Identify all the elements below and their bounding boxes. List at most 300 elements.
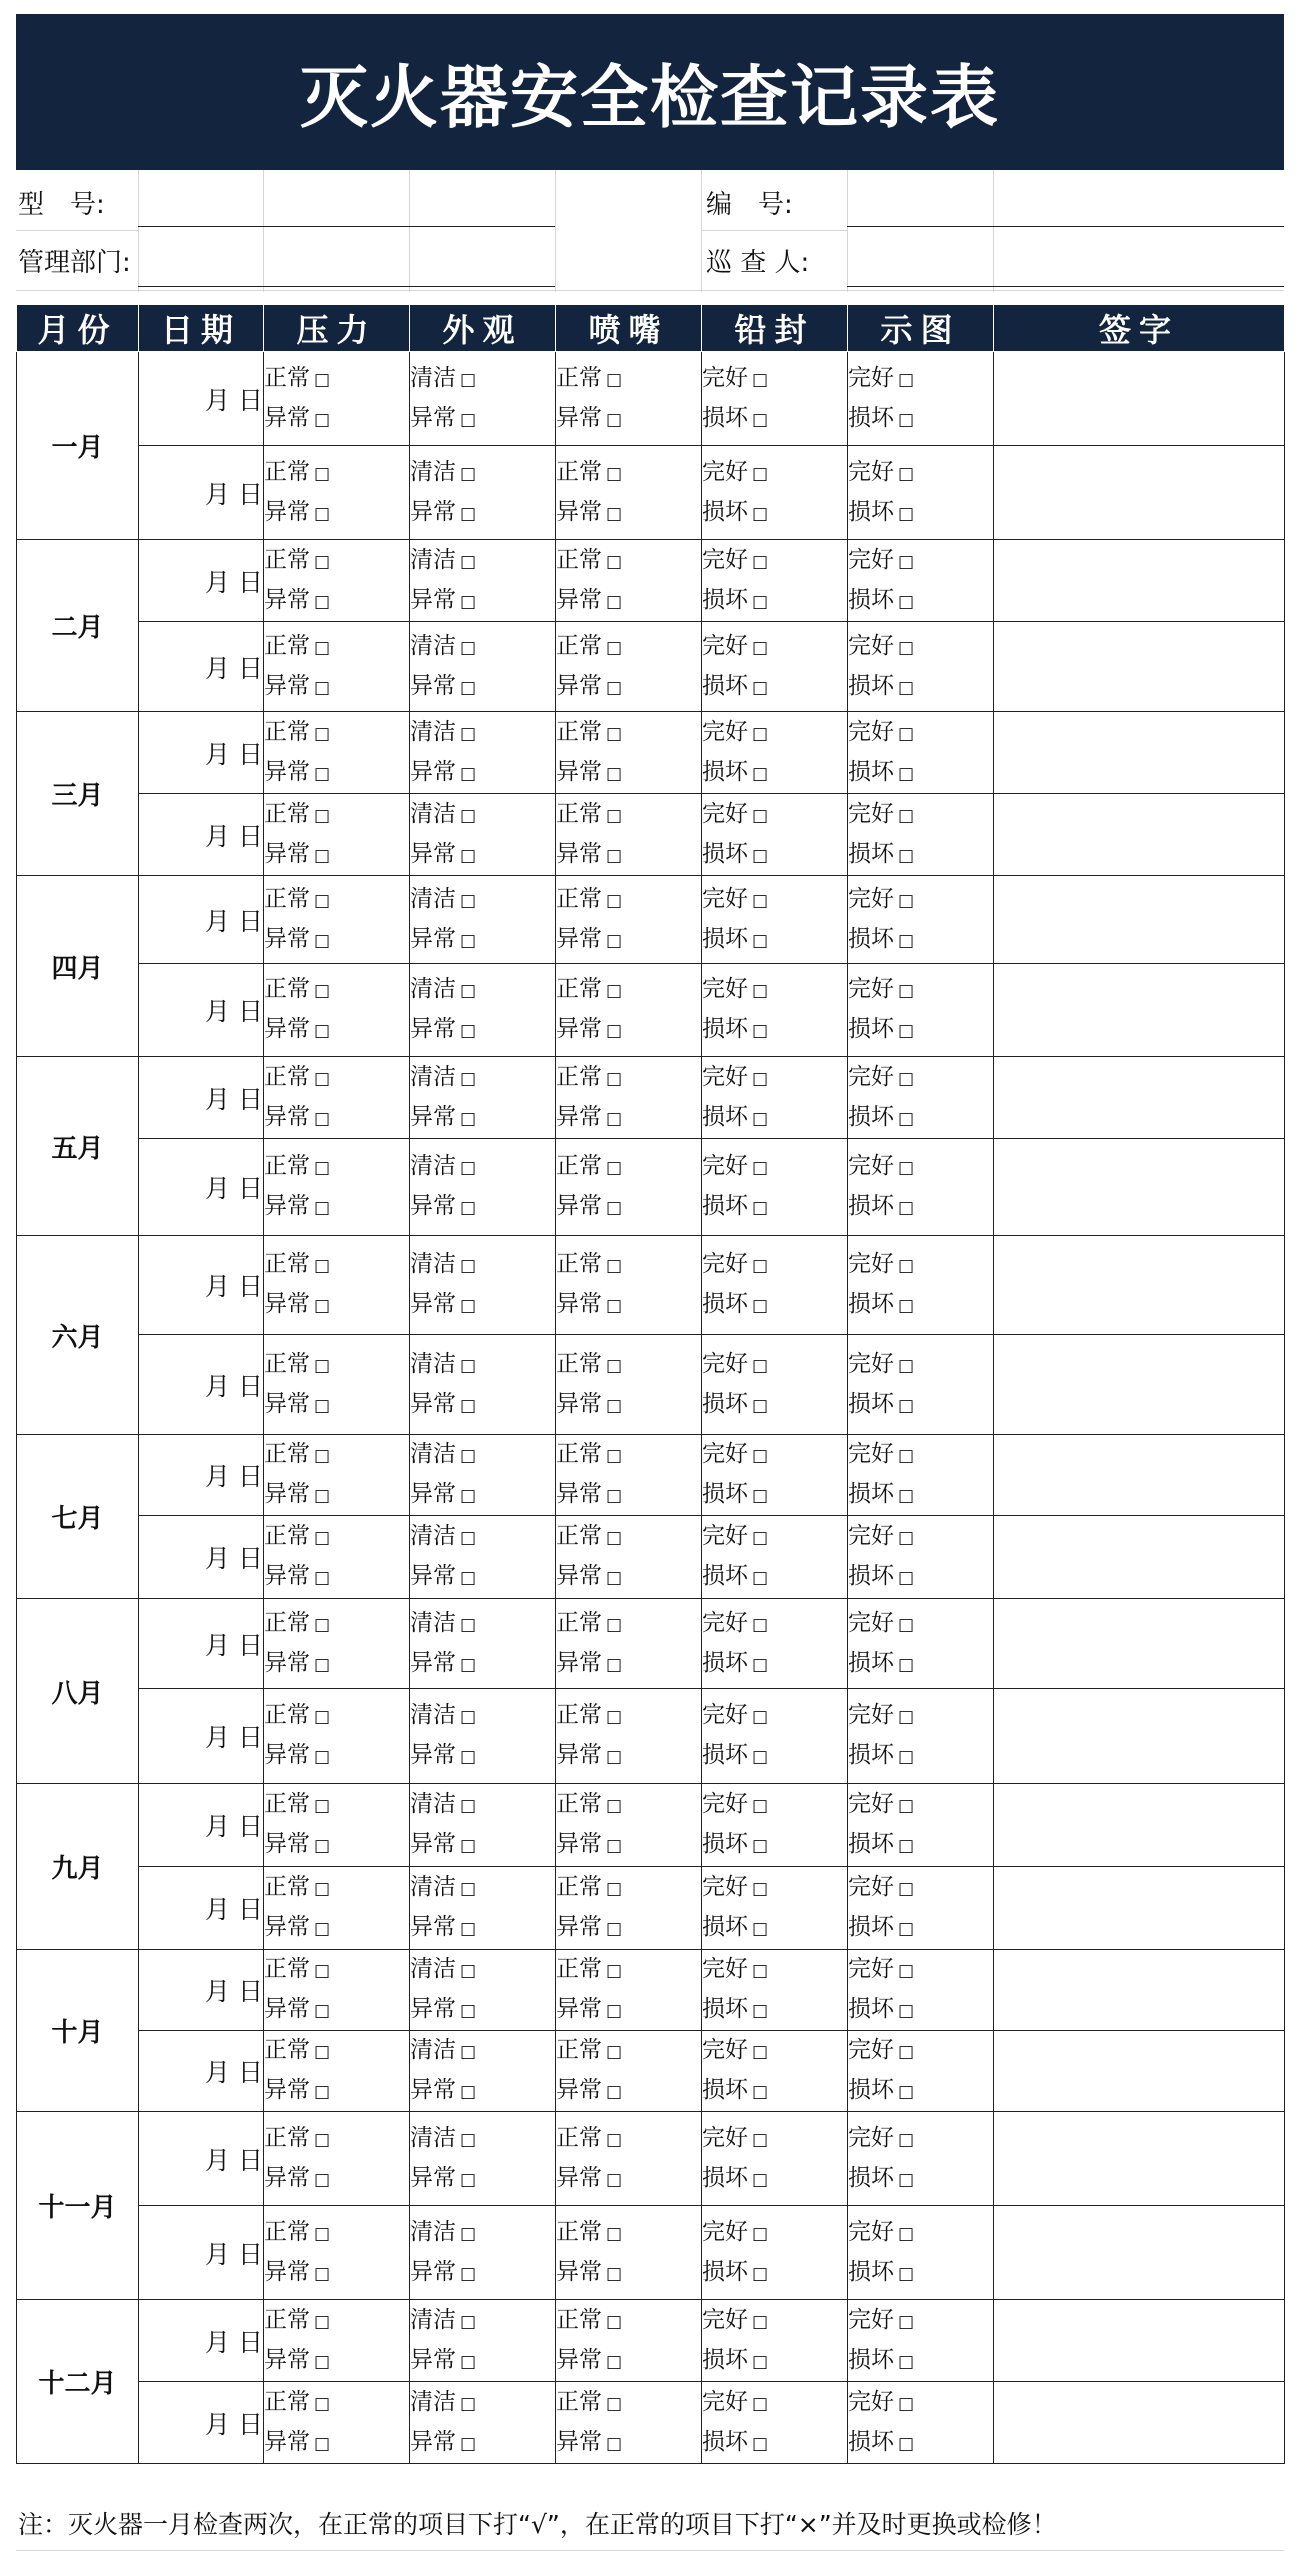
- checkbox[interactable]: □: [898, 591, 915, 612]
- signature-cell[interactable]: [994, 712, 1285, 794]
- checkbox[interactable]: □: [606, 2351, 623, 2372]
- checkbox[interactable]: □: [898, 805, 915, 826]
- date-cell[interactable]: 月 日: [139, 2206, 264, 2300]
- option-line[interactable]: [702, 627, 847, 667]
- checkbox[interactable]: □: [606, 805, 623, 826]
- option-line[interactable]: [410, 1696, 555, 1736]
- option-line[interactable]: [556, 1950, 701, 1990]
- date-cell[interactable]: 月 日: [139, 1139, 264, 1236]
- checkbox[interactable]: □: [898, 1256, 915, 1276]
- checkbox[interactable]: □: [898, 1614, 915, 1635]
- option-line[interactable]: [264, 1058, 409, 1098]
- option-line[interactable]: [264, 970, 409, 1010]
- checkbox[interactable]: □: [752, 1836, 769, 1856]
- checkbox[interactable]: □: [606, 1198, 623, 1218]
- checkbox[interactable]: □: [460, 890, 477, 911]
- dept-field[interactable]: [138, 286, 555, 287]
- date-cell[interactable]: 月 日: [139, 1784, 264, 1867]
- checkbox[interactable]: □: [606, 1395, 623, 1416]
- option-line[interactable]: [410, 493, 555, 533]
- option-line[interactable]: [264, 1147, 409, 1187]
- checkbox[interactable]: □: [460, 2351, 477, 2372]
- checkbox[interactable]: □: [460, 677, 477, 698]
- option-line[interactable]: [410, 1950, 555, 1990]
- checkbox[interactable]: □: [898, 723, 915, 744]
- checkbox[interactable]: □: [898, 1961, 915, 1981]
- checkbox[interactable]: □: [898, 1796, 915, 1816]
- option-line[interactable]: [702, 541, 847, 581]
- date-cell[interactable]: 月 日: [139, 1516, 264, 1599]
- option-line[interactable]: [848, 1604, 993, 1644]
- checkbox[interactable]: □: [606, 1747, 623, 1767]
- checkbox[interactable]: □: [898, 2351, 915, 2372]
- checkbox[interactable]: □: [460, 1256, 477, 1276]
- option-line[interactable]: [556, 627, 701, 667]
- date-cell[interactable]: 月 日: [139, 1689, 264, 1784]
- option-line[interactable]: [410, 2341, 555, 2381]
- date-cell[interactable]: 月 日: [139, 964, 264, 1057]
- checkbox[interactable]: □: [752, 1296, 769, 1316]
- option-line[interactable]: [410, 1908, 555, 1948]
- date-cell[interactable]: 月 日: [139, 794, 264, 876]
- checkbox[interactable]: □: [752, 1198, 769, 1218]
- option-line[interactable]: [410, 713, 555, 753]
- option-line[interactable]: [848, 2159, 993, 2199]
- option-line[interactable]: [556, 2031, 701, 2071]
- option-line[interactable]: [848, 2383, 993, 2423]
- option-line[interactable]: [702, 359, 847, 399]
- option-line[interactable]: [410, 2253, 555, 2293]
- checkbox[interactable]: □: [460, 1198, 477, 1218]
- checkbox[interactable]: □: [314, 2263, 331, 2284]
- option-line[interactable]: [702, 1825, 847, 1865]
- checkbox[interactable]: □: [460, 981, 477, 1001]
- option-line[interactable]: [556, 2119, 701, 2159]
- option-line[interactable]: [264, 1245, 409, 1285]
- checkbox[interactable]: □: [314, 1654, 331, 1675]
- checkbox[interactable]: □: [314, 1707, 331, 1727]
- option-line[interactable]: [702, 1098, 847, 1138]
- option-line[interactable]: [556, 1098, 701, 1138]
- checkbox[interactable]: □: [898, 1836, 915, 1856]
- option-line[interactable]: [556, 1557, 701, 1597]
- option-line[interactable]: [410, 1644, 555, 1684]
- checkbox[interactable]: □: [606, 930, 623, 951]
- checkbox[interactable]: □: [314, 1486, 331, 1506]
- checkbox[interactable]: □: [314, 2001, 331, 2021]
- checkbox[interactable]: □: [752, 409, 769, 430]
- checkbox[interactable]: □: [898, 1879, 915, 1899]
- option-line[interactable]: [410, 2383, 555, 2423]
- checkbox[interactable]: □: [752, 2042, 769, 2062]
- checkbox[interactable]: □: [460, 2223, 477, 2244]
- checkbox[interactable]: □: [752, 1068, 769, 1089]
- option-line[interactable]: [848, 795, 993, 835]
- checkbox[interactable]: □: [460, 1355, 477, 1376]
- checkbox[interactable]: □: [314, 1961, 331, 1981]
- date-cell[interactable]: 月 日: [139, 446, 264, 540]
- option-line[interactable]: [264, 2119, 409, 2159]
- checkbox[interactable]: □: [460, 503, 477, 524]
- checkbox[interactable]: □: [606, 1446, 623, 1466]
- option-line[interactable]: [556, 1990, 701, 2030]
- option-line[interactable]: [410, 2159, 555, 2199]
- checkbox[interactable]: □: [752, 1796, 769, 1816]
- option-line[interactable]: [848, 1475, 993, 1515]
- option-line[interactable]: [556, 2071, 701, 2111]
- signature-cell[interactable]: [994, 1689, 1285, 1784]
- option-line[interactable]: [264, 1098, 409, 1138]
- option-line[interactable]: [702, 2423, 847, 2463]
- option-line[interactable]: [264, 1285, 409, 1325]
- option-line[interactable]: [556, 1696, 701, 1736]
- checkbox[interactable]: □: [898, 1021, 915, 1041]
- option-line[interactable]: [410, 1058, 555, 1098]
- checkbox[interactable]: □: [898, 1355, 915, 1376]
- checkbox[interactable]: □: [606, 1256, 623, 1276]
- option-line[interactable]: [848, 2301, 993, 2341]
- date-cell[interactable]: 月 日: [139, 2031, 264, 2112]
- option-line[interactable]: [410, 753, 555, 793]
- checkbox[interactable]: □: [460, 1395, 477, 1416]
- checkbox[interactable]: □: [752, 591, 769, 612]
- option-line[interactable]: [264, 2159, 409, 2199]
- date-cell[interactable]: 月 日: [139, 876, 264, 964]
- option-line[interactable]: [556, 1908, 701, 1948]
- option-line[interactable]: [410, 1245, 555, 1285]
- option-line[interactable]: [848, 581, 993, 621]
- option-line[interactable]: [264, 1517, 409, 1557]
- option-line[interactable]: [848, 1696, 993, 1736]
- checkbox[interactable]: □: [314, 1614, 331, 1635]
- checkbox[interactable]: □: [314, 763, 331, 784]
- checkbox[interactable]: □: [314, 2082, 331, 2102]
- checkbox[interactable]: □: [460, 2393, 477, 2414]
- option-line[interactable]: [556, 541, 701, 581]
- signature-cell[interactable]: [994, 1599, 1285, 1689]
- option-line[interactable]: [702, 667, 847, 707]
- checkbox[interactable]: □: [898, 637, 915, 658]
- date-cell[interactable]: 月 日: [139, 1950, 264, 2031]
- checkbox[interactable]: □: [606, 763, 623, 784]
- checkbox[interactable]: □: [898, 2311, 915, 2332]
- option-line[interactable]: [848, 920, 993, 960]
- checkbox[interactable]: □: [460, 1446, 477, 1466]
- option-line[interactable]: [264, 359, 409, 399]
- signature-cell[interactable]: [994, 446, 1285, 540]
- option-line[interactable]: [410, 1475, 555, 1515]
- option-line[interactable]: [702, 970, 847, 1010]
- checkbox[interactable]: □: [314, 1108, 331, 1129]
- checkbox[interactable]: □: [460, 723, 477, 744]
- checkbox[interactable]: □: [606, 1528, 623, 1548]
- option-line[interactable]: [556, 2253, 701, 2293]
- option-line[interactable]: [702, 1644, 847, 1684]
- checkbox[interactable]: □: [606, 2042, 623, 2062]
- option-line[interactable]: [410, 1736, 555, 1776]
- option-line[interactable]: [556, 2423, 701, 2463]
- checkbox[interactable]: □: [460, 2433, 477, 2454]
- option-line[interactable]: [848, 1950, 993, 1990]
- checkbox[interactable]: □: [898, 2042, 915, 2062]
- checkbox[interactable]: □: [606, 2433, 623, 2454]
- option-line[interactable]: [556, 1517, 701, 1557]
- option-line[interactable]: [702, 1696, 847, 1736]
- signature-cell[interactable]: [994, 1335, 1285, 1435]
- checkbox[interactable]: □: [752, 1879, 769, 1899]
- checkbox[interactable]: □: [314, 2433, 331, 2454]
- date-cell[interactable]: 月 日: [139, 1867, 264, 1950]
- option-line[interactable]: [702, 1345, 847, 1385]
- option-line[interactable]: [410, 1435, 555, 1475]
- checkbox[interactable]: □: [752, 369, 769, 390]
- signature-cell[interactable]: [994, 352, 1285, 446]
- option-line[interactable]: [556, 1736, 701, 1776]
- option-line[interactable]: [264, 399, 409, 439]
- option-line[interactable]: [264, 1345, 409, 1385]
- option-line[interactable]: [410, 795, 555, 835]
- checkbox[interactable]: □: [752, 1021, 769, 1041]
- option-line[interactable]: [264, 1950, 409, 1990]
- checkbox[interactable]: □: [314, 637, 331, 658]
- option-line[interactable]: [556, 2159, 701, 2199]
- option-line[interactable]: [264, 920, 409, 960]
- option-line[interactable]: [410, 359, 555, 399]
- checkbox[interactable]: □: [898, 1446, 915, 1466]
- option-line[interactable]: [556, 1187, 701, 1227]
- checkbox[interactable]: □: [314, 1068, 331, 1089]
- checkbox[interactable]: □: [898, 503, 915, 524]
- checkbox[interactable]: □: [898, 1528, 915, 1548]
- checkbox[interactable]: □: [314, 1747, 331, 1767]
- option-line[interactable]: [848, 1147, 993, 1187]
- checkbox[interactable]: □: [460, 591, 477, 612]
- checkbox[interactable]: □: [898, 2223, 915, 2244]
- checkbox[interactable]: □: [752, 2433, 769, 2454]
- checkbox[interactable]: □: [460, 1747, 477, 1767]
- checkbox[interactable]: □: [606, 409, 623, 430]
- option-line[interactable]: [410, 2213, 555, 2253]
- option-line[interactable]: [556, 835, 701, 875]
- checkbox[interactable]: □: [606, 845, 623, 866]
- checkbox[interactable]: □: [898, 1158, 915, 1178]
- date-cell[interactable]: 月 日: [139, 1057, 264, 1139]
- checkbox[interactable]: □: [460, 1296, 477, 1316]
- checkbox[interactable]: □: [752, 805, 769, 826]
- checkbox[interactable]: □: [606, 2082, 623, 2102]
- option-line[interactable]: [702, 2159, 847, 2199]
- checkbox[interactable]: □: [460, 2169, 477, 2190]
- checkbox[interactable]: □: [460, 1919, 477, 1939]
- checkbox[interactable]: □: [898, 890, 915, 911]
- option-line[interactable]: [848, 1245, 993, 1285]
- option-line[interactable]: [264, 1385, 409, 1425]
- checkbox[interactable]: □: [314, 677, 331, 698]
- checkbox[interactable]: □: [606, 1355, 623, 1376]
- option-line[interactable]: [410, 1285, 555, 1325]
- checkbox[interactable]: □: [752, 677, 769, 698]
- option-line[interactable]: [848, 753, 993, 793]
- option-line[interactable]: [702, 2341, 847, 2381]
- date-cell[interactable]: 月 日: [139, 622, 264, 712]
- option-line[interactable]: [702, 1990, 847, 2030]
- option-line[interactable]: [264, 2253, 409, 2293]
- checkbox[interactable]: □: [460, 845, 477, 866]
- checkbox[interactable]: □: [606, 2263, 623, 2284]
- option-line[interactable]: [702, 1245, 847, 1285]
- checkbox[interactable]: □: [752, 2393, 769, 2414]
- option-line[interactable]: [410, 2301, 555, 2341]
- option-line[interactable]: [702, 453, 847, 493]
- option-line[interactable]: [410, 920, 555, 960]
- option-line[interactable]: [702, 1475, 847, 1515]
- option-line[interactable]: [556, 1825, 701, 1865]
- option-line[interactable]: [848, 1990, 993, 2030]
- option-line[interactable]: [556, 880, 701, 920]
- option-line[interactable]: [556, 581, 701, 621]
- option-line[interactable]: [848, 2213, 993, 2253]
- option-line[interactable]: [264, 2341, 409, 2381]
- checkbox[interactable]: □: [314, 1158, 331, 1178]
- checkbox[interactable]: □: [314, 551, 331, 572]
- option-line[interactable]: [848, 1345, 993, 1385]
- date-cell[interactable]: 月 日: [139, 540, 264, 622]
- option-line[interactable]: [556, 359, 701, 399]
- option-line[interactable]: [702, 1517, 847, 1557]
- checkbox[interactable]: □: [460, 2311, 477, 2332]
- checkbox[interactable]: □: [752, 1614, 769, 1635]
- option-line[interactable]: [848, 713, 993, 753]
- checkbox[interactable]: □: [898, 2082, 915, 2102]
- checkbox[interactable]: □: [314, 805, 331, 826]
- date-cell[interactable]: 月 日: [139, 2382, 264, 2464]
- checkbox[interactable]: □: [606, 551, 623, 572]
- checkbox[interactable]: □: [606, 1707, 623, 1727]
- checkbox[interactable]: □: [314, 1296, 331, 1316]
- checkbox[interactable]: □: [314, 1395, 331, 1416]
- checkbox[interactable]: □: [752, 2129, 769, 2150]
- option-line[interactable]: [264, 493, 409, 533]
- checkbox[interactable]: □: [752, 1158, 769, 1178]
- option-line[interactable]: [410, 1385, 555, 1425]
- checkbox[interactable]: □: [898, 1395, 915, 1416]
- option-line[interactable]: [702, 835, 847, 875]
- checkbox[interactable]: □: [752, 1707, 769, 1727]
- option-line[interactable]: [264, 2213, 409, 2253]
- checkbox[interactable]: □: [898, 1068, 915, 1089]
- checkbox[interactable]: □: [606, 2001, 623, 2021]
- option-line[interactable]: [264, 1785, 409, 1825]
- checkbox[interactable]: □: [460, 805, 477, 826]
- option-line[interactable]: [264, 1908, 409, 1948]
- checkbox[interactable]: □: [606, 2223, 623, 2244]
- option-line[interactable]: [264, 1736, 409, 1776]
- option-line[interactable]: [848, 1010, 993, 1050]
- option-line[interactable]: [702, 1557, 847, 1597]
- checkbox[interactable]: □: [314, 503, 331, 524]
- option-line[interactable]: [410, 1990, 555, 2030]
- option-line[interactable]: [848, 359, 993, 399]
- option-line[interactable]: [556, 1147, 701, 1187]
- checkbox[interactable]: □: [606, 1836, 623, 1856]
- checkbox[interactable]: □: [460, 1961, 477, 1981]
- option-line[interactable]: [702, 1010, 847, 1050]
- checkbox[interactable]: □: [606, 637, 623, 658]
- option-line[interactable]: [848, 2031, 993, 2071]
- checkbox[interactable]: □: [314, 2042, 331, 2062]
- checkbox[interactable]: □: [460, 1108, 477, 1129]
- checkbox[interactable]: □: [898, 1108, 915, 1129]
- signature-cell[interactable]: [994, 876, 1285, 964]
- checkbox[interactable]: □: [314, 2311, 331, 2332]
- checkbox[interactable]: □: [460, 1796, 477, 1816]
- option-line[interactable]: [410, 399, 555, 439]
- option-line[interactable]: [556, 753, 701, 793]
- option-line[interactable]: [410, 453, 555, 493]
- checkbox[interactable]: □: [460, 763, 477, 784]
- option-line[interactable]: [410, 1345, 555, 1385]
- option-line[interactable]: [410, 1868, 555, 1908]
- checkbox[interactable]: □: [314, 369, 331, 390]
- checkbox[interactable]: □: [460, 2082, 477, 2102]
- checkbox[interactable]: □: [752, 2001, 769, 2021]
- checkbox[interactable]: □: [752, 2311, 769, 2332]
- option-line[interactable]: [410, 627, 555, 667]
- option-line[interactable]: [848, 627, 993, 667]
- option-line[interactable]: [556, 493, 701, 533]
- checkbox[interactable]: □: [898, 763, 915, 784]
- checkbox[interactable]: □: [314, 1836, 331, 1856]
- checkbox[interactable]: □: [752, 1919, 769, 1939]
- signature-cell[interactable]: [994, 1784, 1285, 1867]
- checkbox[interactable]: □: [606, 677, 623, 698]
- checkbox[interactable]: □: [752, 1654, 769, 1675]
- option-line[interactable]: [410, 581, 555, 621]
- option-line[interactable]: [410, 667, 555, 707]
- checkbox[interactable]: □: [460, 1021, 477, 1041]
- option-line[interactable]: [556, 920, 701, 960]
- checkbox[interactable]: □: [752, 723, 769, 744]
- option-line[interactable]: [848, 1187, 993, 1227]
- checkbox[interactable]: □: [898, 2001, 915, 2021]
- signature-cell[interactable]: [994, 1867, 1285, 1950]
- checkbox[interactable]: □: [606, 2393, 623, 2414]
- option-line[interactable]: [556, 1644, 701, 1684]
- option-line[interactable]: [702, 1385, 847, 1425]
- checkbox[interactable]: □: [898, 2433, 915, 2454]
- checkbox[interactable]: □: [898, 463, 915, 484]
- checkbox[interactable]: □: [314, 2129, 331, 2150]
- option-line[interactable]: [556, 1604, 701, 1644]
- option-line[interactable]: [702, 2253, 847, 2293]
- option-line[interactable]: [702, 1950, 847, 1990]
- date-cell[interactable]: 月 日: [139, 1435, 264, 1516]
- checkbox[interactable]: □: [752, 2082, 769, 2102]
- checkbox[interactable]: □: [752, 551, 769, 572]
- checkbox[interactable]: □: [606, 2311, 623, 2332]
- option-line[interactable]: [264, 1825, 409, 1865]
- signature-cell[interactable]: [994, 1516, 1285, 1599]
- option-line[interactable]: [410, 880, 555, 920]
- option-line[interactable]: [410, 835, 555, 875]
- checkbox[interactable]: □: [314, 845, 331, 866]
- option-line[interactable]: [264, 753, 409, 793]
- checkbox[interactable]: □: [898, 930, 915, 951]
- checkbox[interactable]: □: [752, 1108, 769, 1129]
- checkbox[interactable]: □: [314, 1355, 331, 1376]
- option-line[interactable]: [264, 541, 409, 581]
- option-line[interactable]: [848, 453, 993, 493]
